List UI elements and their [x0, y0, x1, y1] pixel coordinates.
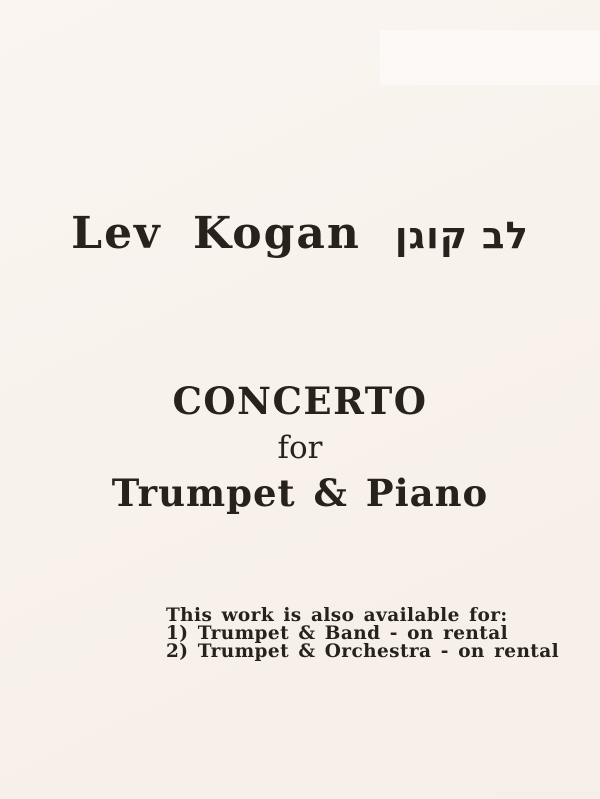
title-connector: for	[277, 430, 323, 466]
work-title: CONCERTO	[172, 379, 428, 423]
composer-name-hebrew: לב קוגן	[394, 213, 529, 257]
composer-line	[0, 208, 600, 259]
availability-heading: This work is also available for:	[166, 605, 508, 626]
availability-note	[166, 607, 559, 661]
availability-item: 1) Trumpet & Band - on rental	[166, 623, 509, 644]
composer-name-latin: Lev Kogan	[71, 208, 361, 259]
scan-light-patch	[380, 30, 600, 85]
availability-item: 2) Trumpet & Orchestra - on rental	[166, 641, 560, 662]
title-block	[0, 379, 600, 515]
instrumentation: Trumpet & Piano	[111, 471, 489, 515]
